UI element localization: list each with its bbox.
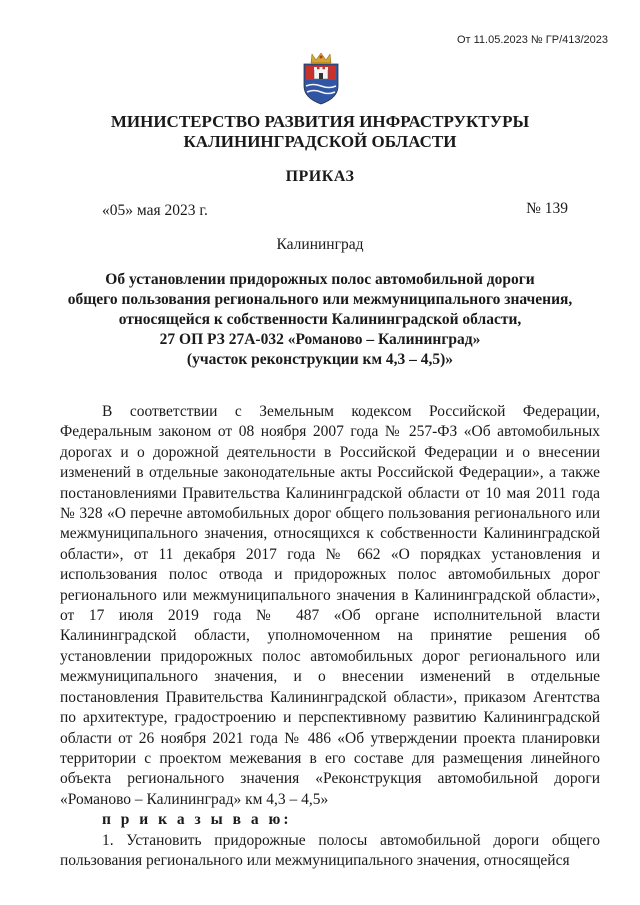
command-word: п р и к а з ы в а ю: [102, 811, 292, 829]
subject-line: Об установлении придорожных полос автомобильной дороги [105, 271, 535, 288]
document-date: «05» мая 2023 г. [102, 202, 208, 219]
document-body [60, 402, 600, 871]
document-number: № 139 [526, 200, 568, 217]
ministry-name-line-2: КАЛИНИНГРАДСКОЙ ОБЛАСТИ [183, 132, 457, 151]
subject-line: 27 ОП РЗ 27А-032 «Романово – Калининград» [159, 331, 481, 348]
document-city: Калининград [276, 236, 364, 253]
subject-line: (участок реконструкции км 4,3 – 4,5)» [186, 351, 454, 368]
kaliningrad-coat-of-arms-icon [298, 50, 344, 106]
document-subject [60, 270, 580, 370]
document-type: ПРИКАЗ [285, 168, 355, 185]
subject-line: относящейся к собственности Калининградской области, [118, 311, 522, 328]
order-item-1: 1. Установить придорожные полосы автомобильной дороги общего пользования регионального или межмуниципального значения, относящейся [60, 831, 600, 869]
ministry-name [0, 112, 640, 152]
ministry-name-line-1: МИНИСТЕРСТВО РАЗВИТИЯ ИНФРАСТРУКТУРЫ [110, 112, 530, 131]
registration-stamp: От 11.05.2023 № ГР/413/2023 [456, 34, 608, 46]
subject-line: общего пользования регионального или межмуниципального значения, [67, 291, 573, 308]
preamble-paragraph: В соответствии с Земельным кодексом Российской Федерации, Федеральным законом от 08 ноября 2007 года № 257-ФЗ «Об автомобильных дорогах и о дорожной деятельности в Российской Федерации и о внесении изменений в отдельные законодательные акты Российской Федерации», а также постановлениями Правительства Калининградской области от 10 мая 2011 года № 328 «О перечне автомобильных дорог общего пользования регионального или межмуниципального значения, относящихся к собственности Калининградской области», от 11 декабря 2017 года № 662 «О порядках установления и использования полос отвода и придорожных полос автомобильных дорог регионального или межмуниципального значения в Калининградской области», от 17 июля 2019 года № 487 «Об органе исполнительной власти Калининградской области, уполномоченном на принятие решения об установлении придорожных полос автомобильных дорог регионального или межмуниципального значения, и о внесении изменений в отдельные постановления Правительства Калининградской области», приказом Агентства по архитектуре, градостроению и перспективному развитию Калининградской области от 26 ноября 2021 года № 486 «Об утверждении проекта планировки территории с проектом межевания в его составе для размещения линейного объекта регионального значения «Реконструкция автомобильной дороги «Романово – Калининград» км 4,3 – 4,5» [60, 403, 600, 808]
